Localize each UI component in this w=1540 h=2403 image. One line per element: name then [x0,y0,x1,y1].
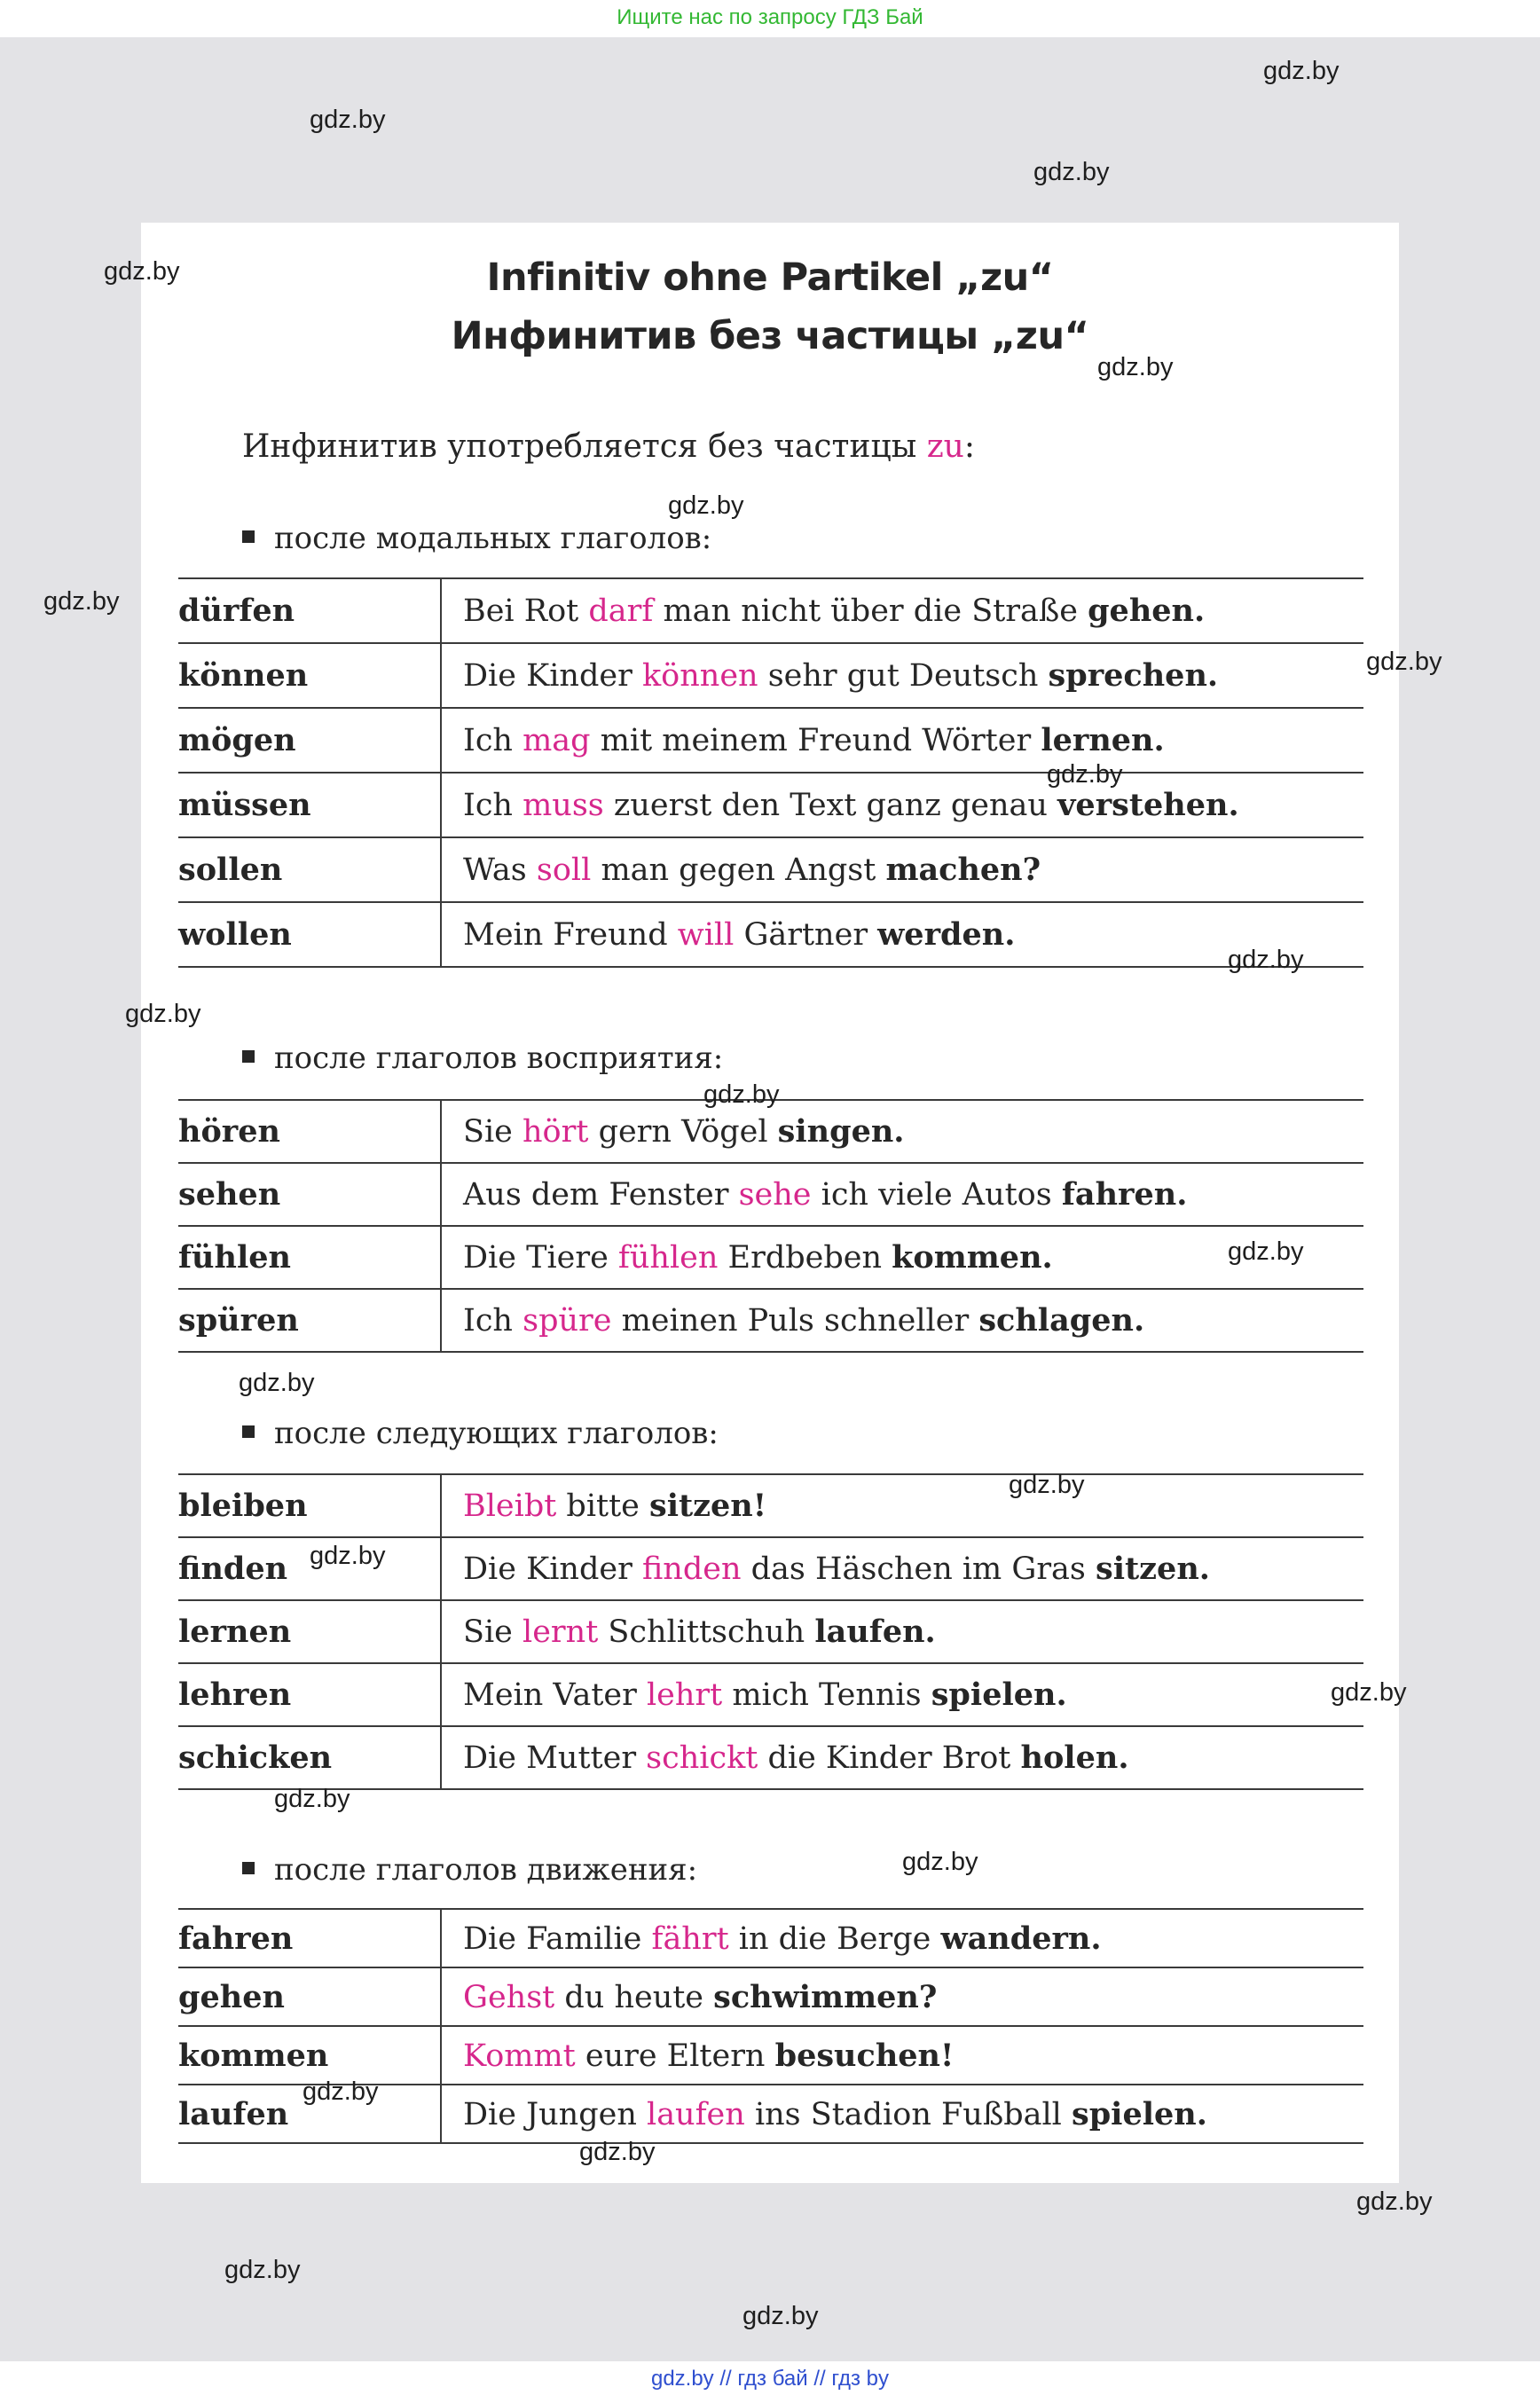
example-cell [441,1537,1363,1600]
infinitive: kommen [892,1239,1042,1276]
example-cell [441,643,1363,708]
example-text: man nicht über die Straße [653,593,1088,629]
section-heading-modal [242,521,711,556]
example-text: Die Kinder [463,658,642,694]
verb-cell: sehen [178,1163,441,1226]
example-cell [441,1663,1363,1726]
watermark: gdz.by [703,1080,780,1109]
conjugated-verb: lehrt [646,1677,723,1713]
section-heading-text: после глаголов восприятия: [274,1041,724,1076]
watermark: gdz.by [902,1848,978,1876]
watermark: gdz.by [239,1369,315,1397]
verb-cell: lernen [178,1600,441,1663]
section-heading-other [242,1416,719,1451]
example-cell [441,1100,1363,1163]
top-banner: Ищите нас по запросу ГДЗ Бай [0,0,1540,37]
verb-cell: dürfen [178,578,441,643]
verb-cell: fahren [178,1909,441,1967]
table-row [178,1474,1363,1537]
section-heading-perception [242,1041,723,1076]
section-heading-text: после следующих глаголов: [274,1416,719,1451]
conjugated-verb: fühlen [617,1240,719,1276]
watermark: gdz.by [579,2138,656,2166]
example-text: Gärtner [734,917,878,953]
punctuation: . [1176,1176,1188,1213]
conjugated-verb: können [641,658,758,694]
intro-particle: zu [926,428,964,465]
punctuation: ! [939,2037,955,2074]
infinitive: schlagen [978,1302,1134,1339]
punctuation: . [1004,916,1016,953]
example-cell [441,773,1363,837]
watermark: gdz.by [1228,946,1304,974]
infinitive: sitzen [1096,1551,1199,1587]
watermark: gdz.by [224,2256,301,2284]
punctuation: . [1041,1239,1053,1276]
example-text: sehr gut Deutsch [758,658,1049,694]
infinitive: verstehen [1057,787,1229,823]
watermark: gdz.by [104,257,180,286]
example-text: Mein Vater [463,1677,647,1713]
punctuation: . [1198,1551,1210,1587]
example-cell [441,578,1363,643]
example-text: das Häschen im Gras [741,1551,1096,1587]
conjugated-verb: soll [536,852,592,888]
verb-cell: fühlen [178,1226,441,1289]
example-cell [441,1163,1363,1226]
punctuation: ? [918,1978,938,2015]
verb-cell: sollen [178,837,441,902]
example-text: mit meinem Freund Wörter [590,723,1041,758]
table-row [178,643,1363,708]
watermark: gdz.by [1009,1471,1085,1499]
bullet-icon [242,1862,255,1874]
example-text: Erdbeben [718,1240,892,1276]
example-cell [441,1600,1363,1663]
title-russian: Инфинитив без частицы „zu“ [451,314,1089,358]
example-text: Ich [463,723,523,758]
conjugated-verb: schickt [646,1740,758,1776]
example-text: Aus dem Fenster [463,1177,739,1213]
punctuation: . [1090,1920,1102,1957]
example-cell [441,1289,1363,1352]
intro-text [242,428,975,465]
example-text: Sie [463,1614,523,1650]
intro-colon: : [963,428,976,465]
punctuation: . [1206,657,1219,694]
table-row [178,1967,1363,2026]
section-heading-text: после модальных глаголов: [274,521,712,556]
conjugated-verb: darf [588,593,654,629]
perception-verbs-table [178,1099,1363,1353]
infinitive: machen [885,852,1023,888]
infinitive: werden [877,916,1005,953]
conjugated-verb: Kommt [463,2038,576,2074]
punctuation: . [1193,593,1206,629]
watermark: gdz.by [668,491,744,520]
example-text: ich viele Autos [811,1177,1062,1213]
watermark: gdz.by [1366,648,1442,676]
infinitive: spielen [931,1677,1057,1713]
infinitive: wandern [940,1920,1091,1957]
verb-cell: wollen [178,902,441,967]
punctuation: . [893,1113,905,1150]
example-cell [441,2085,1363,2143]
example-text: Ich [463,788,523,823]
punctuation: . [1153,722,1165,758]
infinitive: lernen [1041,722,1154,758]
watermark: gdz.by [1047,760,1123,789]
watermark: gdz.by [1356,2187,1433,2216]
infinitive: schwimmen [713,1978,919,2015]
punctuation: . [1228,787,1239,823]
example-text: meinen Puls schneller [611,1303,979,1339]
other-verbs-table [178,1473,1363,1790]
conjugated-verb: lernt [522,1614,599,1650]
bottom-banner: gdz.by // гдз бай // гдз by [0,2361,1540,2403]
table-row [178,1726,1363,1789]
watermark: gdz.by [1331,1678,1407,1707]
verb-cell: laufen [178,2085,441,2143]
table-row [178,773,1363,837]
infinitive: sitzen [649,1488,753,1524]
punctuation: . [1196,2095,1207,2132]
example-text: in die Berge [728,1920,941,1957]
example-text: gern Vögel [588,1114,778,1150]
table-row [178,1600,1363,1663]
table-row [178,1226,1363,1289]
example-text: Mein Freund [463,917,678,953]
watermark: gdz.by [742,2302,819,2330]
watermark: gdz.by [1097,353,1174,381]
example-text: du heute [554,1979,714,2015]
example-text: zuerst den Text ganz genau [603,788,1058,823]
bullet-icon [242,1050,255,1063]
verb-cell: finden [178,1537,441,1600]
punctuation: ! [752,1488,767,1524]
conjugated-verb: hört [522,1114,589,1150]
example-text: eure Eltern [575,2038,775,2074]
punctuation: . [1133,1302,1145,1339]
watermark: gdz.by [310,106,386,134]
watermark: gdz.by [125,1000,201,1028]
example-cell [441,1967,1363,2026]
section-heading-text: после глаголов движения: [274,1852,698,1888]
verb-cell: kommen [178,2026,441,2085]
example-text: mich Tennis [722,1677,931,1713]
watermark: gdz.by [302,2077,379,2106]
punctuation: . [924,1614,936,1650]
intro-main: Инфинитив употребляется без частицы [242,428,927,465]
bullet-icon [242,1425,255,1438]
punctuation: ? [1022,852,1041,888]
verb-cell: können [178,643,441,708]
infinitive: holen [1020,1739,1119,1776]
conjugated-verb: Gehst [463,1979,555,2015]
example-text: ins Stadion Fußball [744,2096,1072,2132]
example-text: die Kinder Brot [758,1740,1021,1776]
infinitive: sprechen [1048,657,1207,694]
watermark: gdz.by [1033,158,1110,186]
table-row [178,902,1363,967]
example-cell [441,837,1363,902]
conjugated-verb: muss [522,788,604,823]
punctuation: . [1118,1739,1129,1776]
watermark: gdz.by [43,587,120,616]
modal-verbs-table [178,577,1363,968]
verb-cell: spüren [178,1289,441,1352]
infinitive: besuchen [774,2037,940,2074]
conjugated-verb: fährt [651,1920,729,1957]
example-cell [441,1909,1363,1967]
infinitive: laufen [814,1614,925,1650]
worksheet-page [141,223,1399,2183]
verb-cell: müssen [178,773,441,837]
verb-cell: mögen [178,708,441,773]
example-cell [441,708,1363,773]
example-text: Sie [463,1114,523,1150]
example-text: Die Tiere [463,1240,618,1276]
section-heading-motion [242,1852,697,1888]
verb-cell: hören [178,1100,441,1163]
example-text: Ich [463,1303,523,1339]
verb-cell: bleiben [178,1474,441,1537]
infinitive: singen [777,1113,894,1150]
conjugated-verb: laufen [647,2096,745,2132]
example-text: Die Mutter [463,1740,647,1776]
example-cell [441,1226,1363,1289]
table-row [178,2026,1363,2085]
title-german: Infinitiv ohne Partikel „zu“ [486,255,1054,300]
bullet-icon [242,530,255,543]
example-text: Die Kinder [463,1551,642,1587]
conjugated-verb: spüre [522,1303,612,1339]
watermark: gdz.by [274,1785,350,1813]
verb-cell: gehen [178,1967,441,2026]
watermark: gdz.by [310,1542,386,1570]
conjugated-verb: finden [641,1551,742,1587]
verb-cell: lehren [178,1663,441,1726]
infinitive: spielen [1072,2095,1197,2132]
table-row [178,837,1363,902]
example-text: bitte [556,1488,649,1524]
example-cell [441,1726,1363,1789]
example-text: Was [463,852,537,888]
conjugated-verb: will [677,917,735,953]
example-cell [441,1474,1363,1537]
table-row [178,1909,1363,1967]
example-text: Die Familie [463,1920,652,1957]
table-row [178,708,1363,773]
watermark: gdz.by [1263,57,1340,85]
table-row [178,1289,1363,1352]
example-text: Die Jungen [463,2096,647,2132]
watermark: gdz.by [1228,1237,1304,1266]
verb-cell: schicken [178,1726,441,1789]
motion-verbs-table [178,1908,1363,2144]
conjugated-verb: sehe [738,1177,812,1213]
example-text: Schlittschuh [598,1614,815,1650]
conjugated-verb: Bleibt [463,1488,557,1524]
punctuation: . [1056,1677,1067,1713]
table-row [178,1163,1363,1226]
example-text: Bei Rot [463,593,589,629]
example-text: man gegen Angst [591,852,886,888]
infinitive: gehen [1088,593,1194,629]
conjugated-verb: mag [522,723,591,758]
example-cell [441,2026,1363,2085]
table-row [178,1663,1363,1726]
infinitive: fahren [1061,1176,1177,1213]
table-row [178,578,1363,643]
example-cell [441,902,1363,967]
